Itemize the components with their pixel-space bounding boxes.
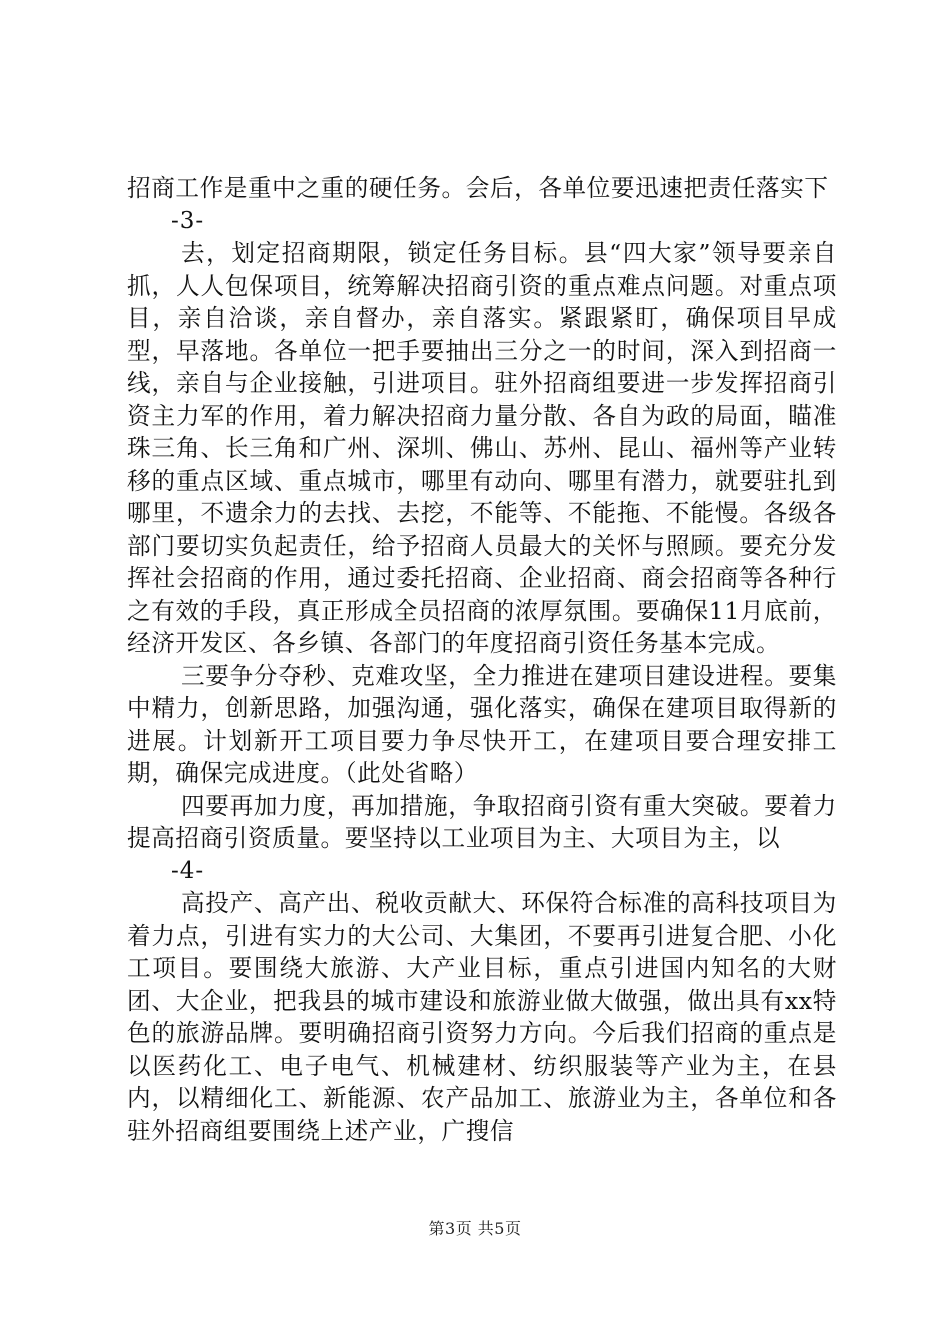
document-body bbox=[127, 172, 837, 1147]
paragraph-1: 招商工作是重中之重的硬任务。会后，各单位要迅速把责任落实下 bbox=[127, 174, 829, 202]
page-marker-4: -4- bbox=[171, 857, 205, 884]
paragraph-5: 高投产、高产出、税收贡献大、环保符合标准的高科技项目为着力点，引进有实力的大公司、大集团，不要再引进复合肥、小化工项目。要围绕大旅游、大产业目标，重点引进国内知名的大财团、大企业，把我县的城市建设和旅游业做大做强，做出具有xx特色的旅游品牌。要明确招商引资努力方向。今后我们招商的重点是以医药化工、电子电气、机械建材、纺织服装等产业为主，在县内，以精细化工、新能源、农产品加工、旅游业为主，各单位和各驻外招商组要围绕上述产业，广搜信 bbox=[127, 889, 837, 1145]
page-marker-3: -3- bbox=[171, 207, 205, 234]
paragraph-4: 四要再加力度，再加措施，争取招商引资有重大突破。要着力提高招商引资质量。要坚持以工业项目为主、大项目为主，以 bbox=[127, 791, 837, 852]
paragraph-3: 三要争分夺秒、克难攻坚，全力推进在建项目建设进程。要集中精力，创新思路，加强沟通，强化落实，确保在建项目取得新的进展。计划新开工项目要力争尽快开工，在建项目要合理安排工期，确保完成进度。（此处省略） bbox=[127, 661, 837, 787]
paragraph-2: 去，划定招商期限，锁定任务目标。县“四大家”领导要亲自抓，人人包保项目，统筹解决招商引资的重点难点问题。对重点项目，亲自洽谈，亲自督办，亲自落实。紧跟紧盯，确保项目早成型，早落地。各单位一把手要抽出三分之一的时间，深入到招商一线，亲自与企业接触，引进项目。驻外招商组要进一步发挥招商引资主力军的作用，着力解决招商力量分散、各自为政的局面，瞄准珠三角、长三角和广州、深圳、佛山、苏州、昆山、福州等产业转移的重点区域、重点城市，哪里有动向、哪里有潜力，就要驻扎到哪里，不遗余力的去找、去挖，不能等、不能拖、不能慢。各级各部门要切实负起责任，给予招商人员最大的关怀与照顾。要充分发挥社会招商的作用，通过委托招商、企业招商、商会招商等各种行之有效的手段，真正形成全员招商的浓厚氛围。要确保11月底前，经济开发区、各乡镇、各部门的年度招商引资任务基本完成。 bbox=[127, 239, 837, 657]
page-footer: 第3页 共5页 bbox=[428, 1219, 522, 1238]
